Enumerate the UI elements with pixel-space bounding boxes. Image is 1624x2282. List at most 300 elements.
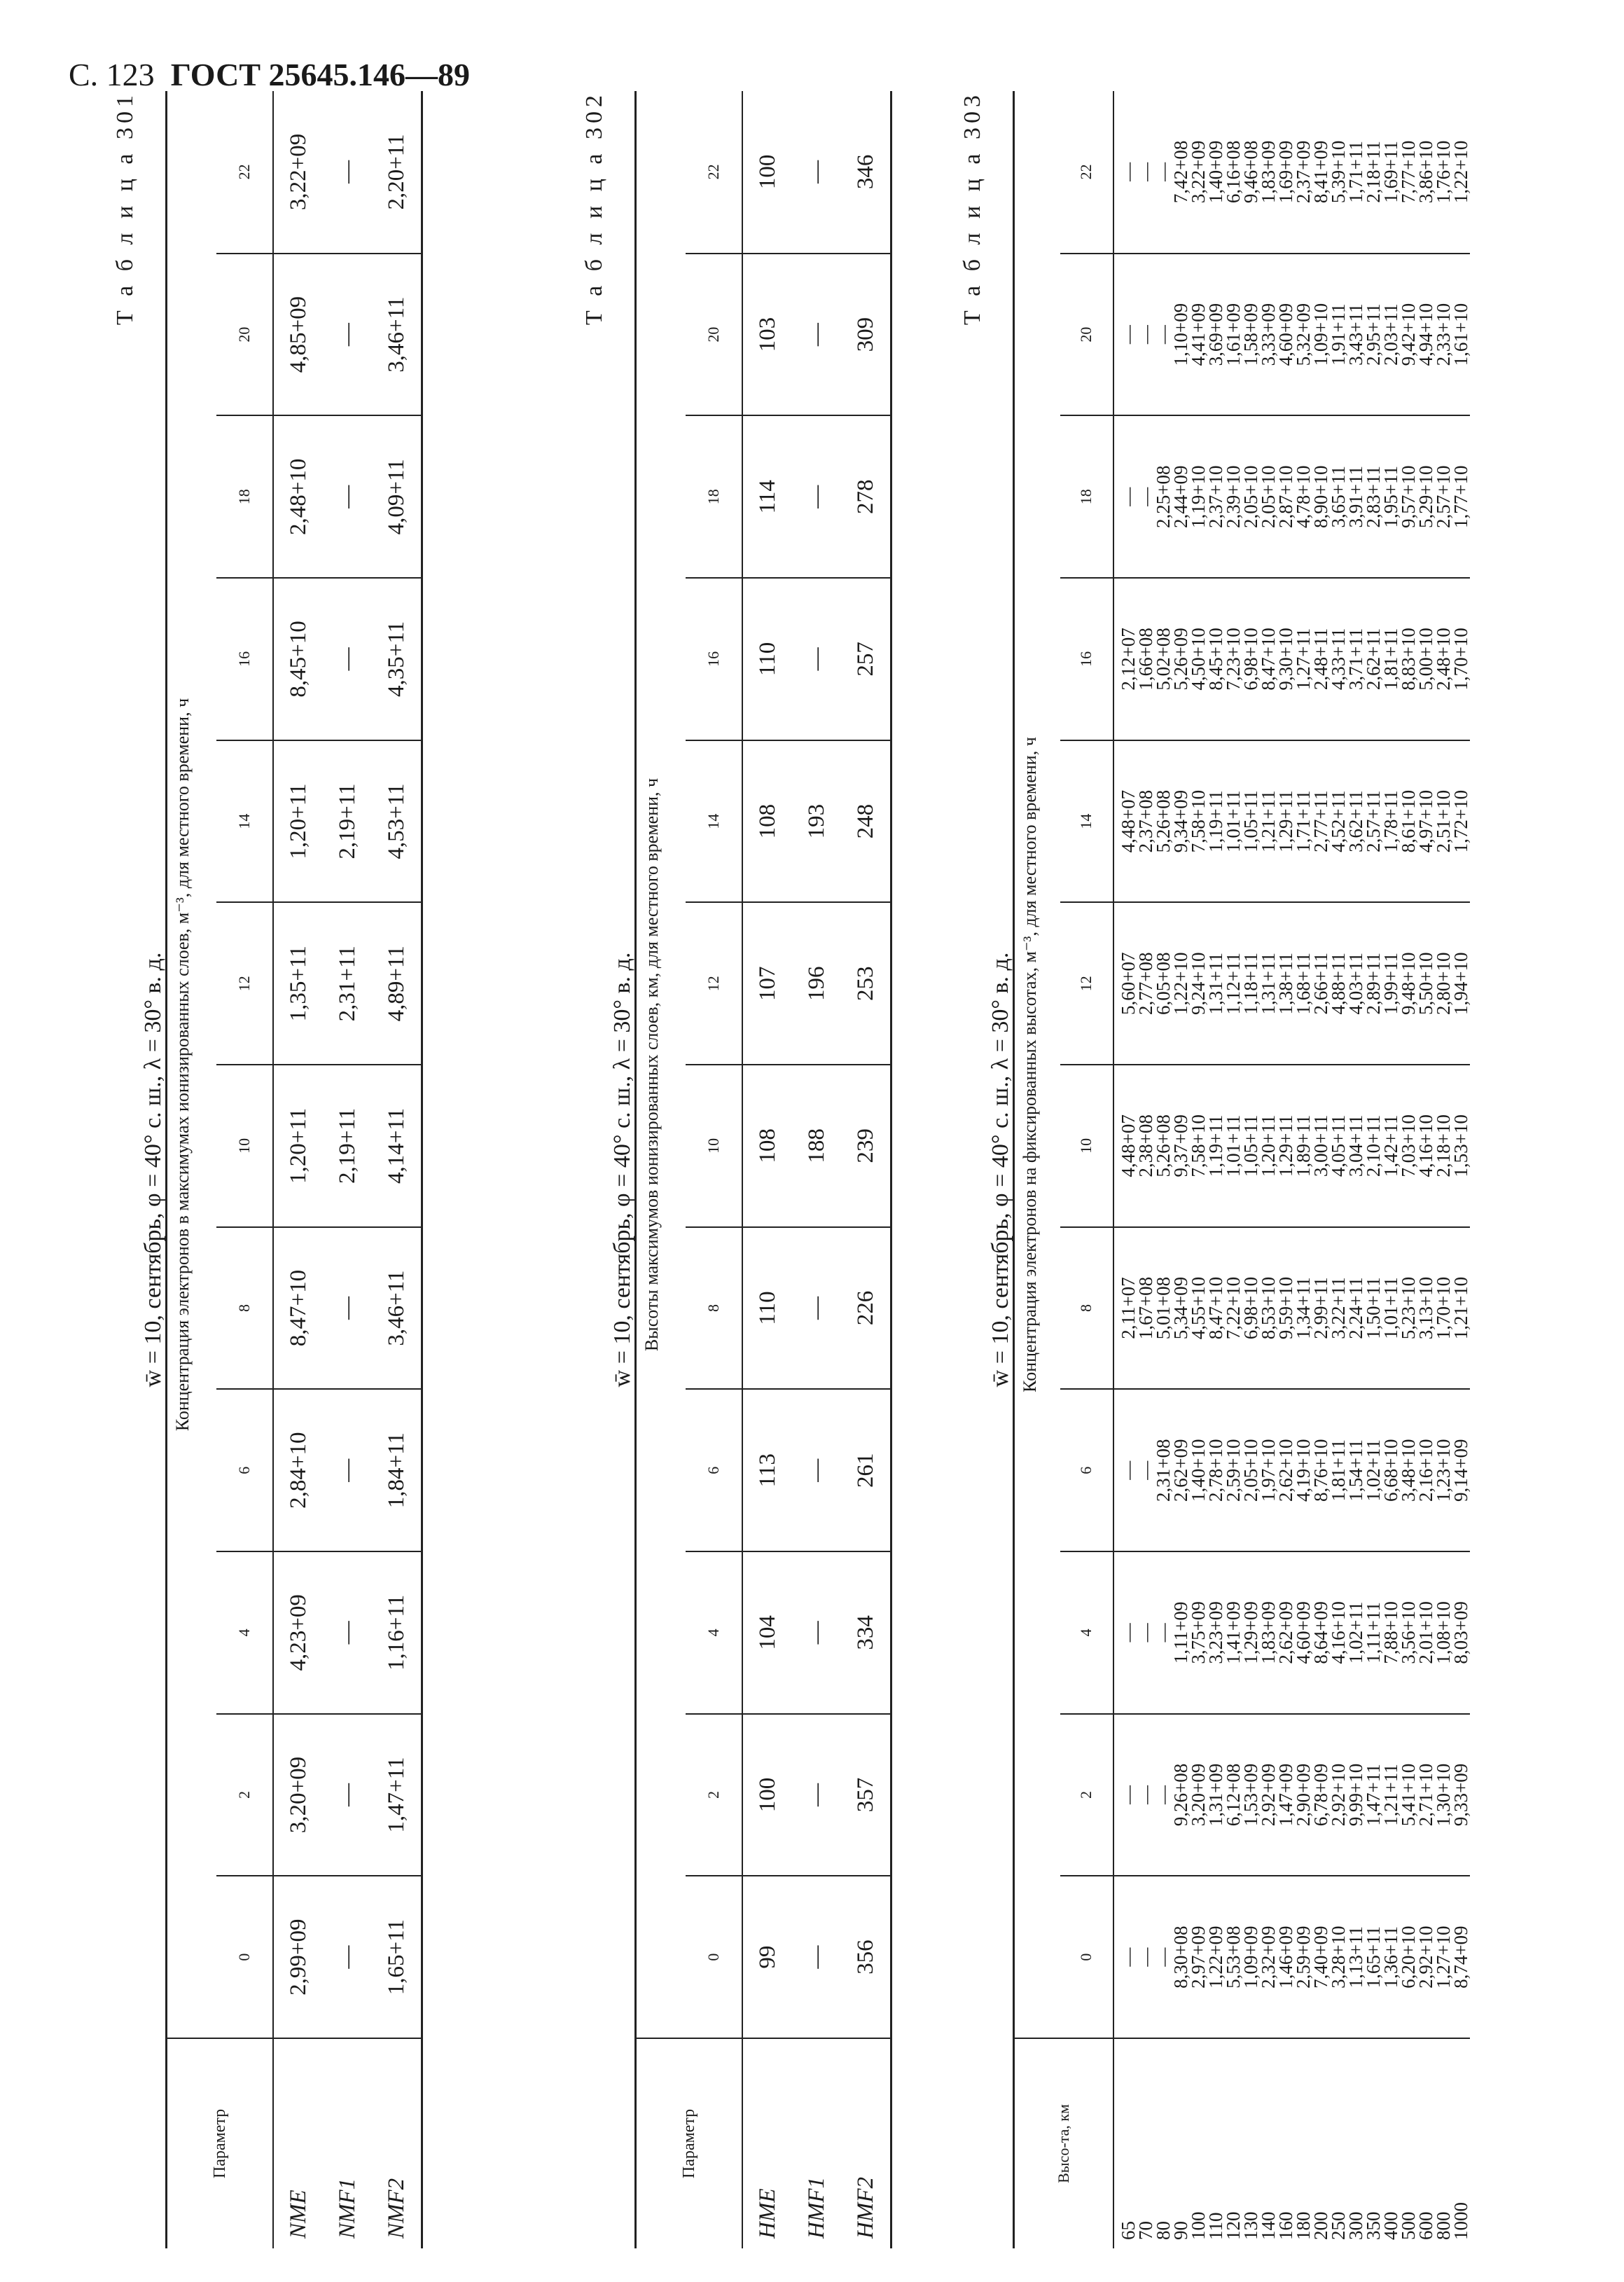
hour-header: 6 <box>686 1389 742 1551</box>
table-cell: 1,01+11 <box>1223 790 1244 852</box>
table-cell: 1,53+10 <box>1450 1114 1471 1177</box>
table-cell: 7,77+10 <box>1398 140 1419 204</box>
table-cell: 2,87+10 <box>1275 465 1296 529</box>
param-name: NMF1 <box>334 2178 360 2239</box>
table-cell: 3,23+09 <box>1205 1601 1226 1664</box>
table-cell: — <box>792 1876 841 2038</box>
table-cell: — <box>1135 1785 1156 1805</box>
hour-header: 0 <box>216 1876 273 2038</box>
table-cell: 1,61+10 <box>1450 303 1471 366</box>
table-cell: 1,70+10 <box>1450 628 1471 691</box>
table-cell: 1,65+11 <box>1363 1925 1384 1989</box>
table-cell: 1,69+11 <box>1380 141 1401 203</box>
table-cell: 8,47+10 <box>1258 628 1279 691</box>
table-cell: 1,67+08 <box>1135 1276 1156 1340</box>
height-value: 100 <box>1188 2211 1209 2240</box>
page-header <box>69 56 470 93</box>
table-cell: 1,09+10 <box>1310 303 1331 366</box>
table-cell: 1,50+11 <box>1363 1277 1384 1339</box>
table-cell: 1,36+11 <box>1380 1925 1401 1989</box>
table-cell: 2,97+09 <box>1188 1925 1209 1989</box>
table-303-subtitle: Концентрация электронов на фиксированных высотах, м⁻³, для местного времени, ч <box>1020 737 1040 1392</box>
table-cell: 2,33+10 <box>1433 303 1454 366</box>
table-cell: 1,34+11 <box>1293 1277 1314 1339</box>
table-cell: 6,78+09 <box>1310 1763 1331 1827</box>
table-cell: 3,46+11 <box>372 254 422 416</box>
table-cell: — <box>792 415 841 578</box>
table-cell: 1,29+11 <box>1275 790 1296 852</box>
table-cell: 1,31+11 <box>1205 953 1226 1015</box>
table-301-title: w̄ = 10, сентябрь, φ = 40° с. ш., λ = 30° в. д. <box>140 952 166 1388</box>
table-cell: 8,45+10 <box>273 578 323 740</box>
table-cell: 1,71+11 <box>1293 790 1314 852</box>
table-cell: 8,30+08 <box>1170 1925 1191 1989</box>
height-value: 140 <box>1258 2211 1279 2240</box>
table-cell: 5,60+07 <box>1118 952 1139 1015</box>
table-cell: 2,20+11 <box>372 91 422 254</box>
param-header: Параметр <box>167 2038 274 2248</box>
table-cell: 9,42+10 <box>1398 303 1419 366</box>
table-cell: 1,02+11 <box>1363 1439 1384 1502</box>
table-cell: 2,25+08 <box>1153 465 1174 529</box>
table-cell: 1,76+10 <box>1433 140 1454 204</box>
table-cell: 1,20+11 <box>1258 1114 1279 1177</box>
table-cell: 2,48+10 <box>1433 628 1454 691</box>
table-cell: 3,71+11 <box>1345 628 1366 691</box>
param-name: NME <box>285 2190 311 2239</box>
table-cell: 5,34+09 <box>1170 1276 1191 1340</box>
table-cell: 2,99+09 <box>273 1876 323 2038</box>
height-value: 400 <box>1380 2211 1401 2240</box>
table-cell: 2,80+10 <box>1433 952 1454 1015</box>
table-cell: 1,94+10 <box>1450 952 1471 1015</box>
table-cell: 5,00+10 <box>1415 628 1436 691</box>
table-cell: 9,34+09 <box>1170 789 1191 853</box>
table-cell: 9,99+10 <box>1345 1763 1366 1827</box>
table-cell: 2,84+10 <box>273 1389 323 1551</box>
height-value: 65 <box>1118 2221 1139 2240</box>
table-cell: — <box>1153 1785 1174 1805</box>
table-cell: 1,29+09 <box>1240 1601 1261 1664</box>
table-cell: 2,31+11 <box>323 902 372 1065</box>
hour-header: 4 <box>216 1551 273 1714</box>
table-cell: 6,20+10 <box>1398 1925 1419 1989</box>
hour-header: 18 <box>686 415 742 578</box>
param-name: NMF2 <box>383 2178 409 2239</box>
table-cell: 4,48+07 <box>1118 789 1139 853</box>
table-cell: 1,35+11 <box>273 902 323 1065</box>
height-value: 200 <box>1310 2211 1331 2240</box>
table-cell: 6,98+10 <box>1240 628 1261 691</box>
table-cell: 4,48+07 <box>1118 1114 1139 1177</box>
value-column <box>1113 1876 1470 2038</box>
table-cell: 1,81+11 <box>1380 628 1401 691</box>
table-cell: 334 <box>841 1551 891 1714</box>
table-cell: 5,23+10 <box>1398 1276 1419 1340</box>
table-cell: 1,27+10 <box>1433 1925 1454 1989</box>
value-column <box>1113 1714 1470 1876</box>
table-cell: 1,16+11 <box>372 1551 422 1714</box>
param-name: HME <box>754 2188 780 2239</box>
table-cell: 110 <box>742 1227 792 1390</box>
hour-header: 22 <box>1060 91 1113 254</box>
height-value: 500 <box>1398 2211 1419 2240</box>
table-cell: — <box>792 578 841 740</box>
table-cell: 2,99+11 <box>1310 1277 1331 1339</box>
table-cell: 1,21+11 <box>1258 790 1279 852</box>
table-cell: 2,01+10 <box>1415 1601 1436 1664</box>
hour-header: 14 <box>686 740 742 903</box>
table-cell: 8,45+10 <box>1205 628 1226 691</box>
hour-header: 14 <box>216 740 273 903</box>
height-value: 800 <box>1433 2211 1454 2240</box>
table-cell: 1,10+09 <box>1170 303 1191 366</box>
height-header: Высо-та, км <box>1014 2038 1114 2248</box>
table-cell: 2,62+10 <box>1275 1439 1296 1502</box>
table-cell: 2,89+11 <box>1363 953 1384 1015</box>
height-value: 350 <box>1363 2211 1384 2240</box>
table-cell: 3,91+11 <box>1345 466 1366 528</box>
table-cell: 2,66+11 <box>1310 953 1331 1015</box>
table-cell: 1,47+11 <box>1363 1764 1384 1826</box>
table-cell: 7,58+10 <box>1188 1114 1209 1177</box>
table-cell: 8,61+10 <box>1398 789 1419 853</box>
height-value: 120 <box>1223 2211 1244 2240</box>
table-cell: 9,14+09 <box>1450 1439 1471 1502</box>
table-cell: 1,53+09 <box>1240 1763 1261 1827</box>
table-cell: 2,05+10 <box>1240 465 1261 529</box>
table-cell: 2,90+09 <box>1293 1763 1314 1827</box>
hour-header: 4 <box>686 1551 742 1714</box>
table-cell: 226 <box>841 1227 891 1390</box>
table-cell: — <box>1118 487 1139 506</box>
height-value: 110 <box>1205 2212 1226 2240</box>
table-cell: 4,60+09 <box>1275 303 1296 366</box>
table-301-label: Т а б л и ц а 301 <box>112 91 138 326</box>
table-cell: 8,64+09 <box>1310 1601 1331 1664</box>
table-cell: 1,22+10 <box>1170 952 1191 1015</box>
table-cell: — <box>1135 1623 1156 1643</box>
table-cell: 1,38+11 <box>1275 953 1296 1015</box>
table-cell: 9,46+08 <box>1240 140 1261 204</box>
table-cell: — <box>1118 162 1139 181</box>
table-cell: 5,26+08 <box>1153 1114 1174 1177</box>
table-cell: 1,21+11 <box>1380 1764 1401 1826</box>
table-cell: 4,16+10 <box>1415 1114 1436 1177</box>
table-cell: 2,39+10 <box>1223 465 1244 529</box>
table-cell: 2,32+09 <box>1258 1925 1279 1989</box>
table-cell: 4,97+10 <box>1415 789 1436 853</box>
height-value: 300 <box>1345 2211 1366 2240</box>
table-cell: 309 <box>841 254 891 416</box>
table-cell: 2,37+09 <box>1293 140 1314 204</box>
hour-header: 22 <box>216 91 273 254</box>
table-cell: 3,48+10 <box>1398 1439 1419 1502</box>
table-cell: 2,92+10 <box>1328 1763 1349 1827</box>
table-cell: 356 <box>841 1876 891 2038</box>
hour-header: 16 <box>686 578 742 740</box>
table-cell: 2,03+11 <box>1380 303 1401 366</box>
table-cell: — <box>792 1227 841 1390</box>
table-301 <box>165 91 423 2248</box>
table-cell: 4,41+09 <box>1188 303 1209 366</box>
table-cell: 1,47+09 <box>1275 1763 1296 1827</box>
table-cell: 1,21+10 <box>1450 1276 1471 1340</box>
table-cell: 1,20+11 <box>273 740 323 903</box>
table-cell: 2,77+08 <box>1135 952 1156 1015</box>
hour-header: 20 <box>686 254 742 416</box>
table-cell: 1,12+11 <box>1223 953 1244 1015</box>
table-cell: 2,62+11 <box>1363 628 1384 691</box>
table-cell: 248 <box>841 740 891 903</box>
table-cell: 5,53+08 <box>1223 1925 1244 1989</box>
hour-header: 2 <box>216 1714 273 1876</box>
table-cell: 1,68+11 <box>1293 953 1314 1015</box>
table-cell: 4,05+11 <box>1328 1114 1349 1177</box>
hour-header: 16 <box>216 578 273 740</box>
table-cell: — <box>1153 162 1174 181</box>
hour-header: 18 <box>1060 415 1113 578</box>
param-name: HMF1 <box>803 2177 829 2239</box>
table-cell: 1,47+11 <box>372 1714 422 1876</box>
table-cell: 8,41+09 <box>1310 140 1331 204</box>
table-cell: 2,51+10 <box>1433 789 1454 853</box>
table-cell: 1,81+11 <box>1328 1439 1349 1502</box>
table-cell: 4,78+10 <box>1293 465 1314 529</box>
height-value: 250 <box>1328 2211 1349 2240</box>
table-302-subtitle: Высоты максимумов ионизированных слоев, км, для местного времени, ч <box>641 777 662 1352</box>
table-cell: 257 <box>841 578 891 740</box>
table-cell: 1,19+10 <box>1188 465 1209 529</box>
table-cell: 3,62+11 <box>1345 790 1366 852</box>
value-column <box>1113 578 1470 740</box>
value-column <box>1113 1227 1470 1390</box>
table-cell: 2,77+11 <box>1310 790 1331 852</box>
table-cell: 1,02+11 <box>1345 1601 1366 1664</box>
table-cell: 2,16+10 <box>1415 1439 1436 1502</box>
table-cell: 1,22+09 <box>1205 1925 1226 1989</box>
table-cell: 2,59+10 <box>1223 1439 1244 1502</box>
table-cell: 253 <box>841 902 891 1065</box>
table-cell: 5,29+10 <box>1415 465 1436 529</box>
table-row <box>372 91 422 2248</box>
table-cell: 2,48+10 <box>273 415 323 578</box>
height-value: 1000 <box>1450 2202 1471 2240</box>
table-cell: 4,16+10 <box>1328 1601 1349 1664</box>
table-row <box>841 91 891 2248</box>
table-cell: 1,27+11 <box>1293 628 1314 691</box>
table-cell: 3,22+09 <box>1188 140 1209 204</box>
table-cell: 2,11+07 <box>1118 1277 1139 1339</box>
table-cell: 1,22+10 <box>1450 140 1471 204</box>
table-cell: — <box>323 578 372 740</box>
table-cell: 5,26+09 <box>1170 628 1191 691</box>
table-cell: 2,19+11 <box>323 1065 372 1227</box>
table-cell: 9,30+10 <box>1275 628 1296 691</box>
table-cell: 4,53+11 <box>372 740 422 903</box>
table-cell: 1,31+11 <box>1258 953 1279 1015</box>
table-cell: 3,22+09 <box>273 91 323 254</box>
table-cell: — <box>1118 325 1139 345</box>
table-cell: — <box>1135 1460 1156 1480</box>
table-cell: 100 <box>742 91 792 254</box>
table-cell: 193 <box>792 740 841 903</box>
table-cell: 9,37+09 <box>1170 1114 1191 1177</box>
table-cell: 2,37+10 <box>1205 465 1226 529</box>
table-cell: 1,08+10 <box>1433 1601 1454 1664</box>
table-cell: 196 <box>792 902 841 1065</box>
table-cell: 1,99+11 <box>1380 953 1401 1015</box>
table-cell: 8,03+09 <box>1450 1601 1471 1664</box>
table-303-title: w̄ = 10, сентябрь, φ = 40° с. ш., λ = 30° в. д. <box>987 952 1013 1388</box>
table-cell: 3,13+10 <box>1415 1276 1436 1340</box>
table-cell: 2,92+10 <box>1415 1925 1436 1989</box>
table-cell: 1,05+11 <box>1240 1114 1261 1177</box>
table-cell: 1,31+09 <box>1205 1763 1226 1827</box>
table-cell: 239 <box>841 1065 891 1227</box>
table-cell: 7,23+10 <box>1223 628 1244 691</box>
table-cell: — <box>323 91 372 254</box>
table-cell: 1,71+11 <box>1345 141 1366 203</box>
table-cell: — <box>792 1389 841 1551</box>
table-cell: 107 <box>742 902 792 1065</box>
height-value: 80 <box>1153 2221 1174 2240</box>
table-cell: 8,90+10 <box>1310 465 1331 529</box>
hour-header: 10 <box>1060 1065 1113 1227</box>
table-cell: 1,97+10 <box>1258 1439 1279 1502</box>
table-cell: 2,78+10 <box>1205 1439 1226 1502</box>
table-cell: — <box>1118 1785 1139 1805</box>
hour-header: 6 <box>216 1389 273 1551</box>
table-cell: — <box>1135 1947 1156 1967</box>
hour-header: 16 <box>1060 578 1113 740</box>
table-cell: 9,33+09 <box>1450 1763 1471 1827</box>
hour-header: 8 <box>686 1227 742 1390</box>
table-cell: 2,18+10 <box>1433 1114 1454 1177</box>
table-cell: 1,13+11 <box>1345 1925 1366 1989</box>
table-302-label: Т а б л и ц а 302 <box>581 91 607 326</box>
table-cell: 3,20+09 <box>1188 1763 1209 1827</box>
table-cell: 1,69+09 <box>1275 140 1296 204</box>
table-cell: 1,95+11 <box>1380 466 1401 528</box>
table-cell: 5,41+10 <box>1398 1763 1419 1827</box>
hour-header: 12 <box>216 902 273 1065</box>
table-cell: 1,09+09 <box>1240 1925 1261 1989</box>
table-cell: 4,94+10 <box>1415 303 1436 366</box>
table-cell: 1,65+11 <box>372 1876 422 2038</box>
table-cell: 5,02+08 <box>1153 628 1174 691</box>
table-cell: 1,05+11 <box>1240 790 1261 852</box>
value-column <box>1113 254 1470 416</box>
table-cell: 1,89+11 <box>1293 1114 1314 1177</box>
table-cell: 4,85+09 <box>273 254 323 416</box>
hour-header: 4 <box>1060 1551 1113 1714</box>
table-cell: 2,48+11 <box>1310 628 1331 691</box>
table-cell: 8,76+10 <box>1310 1439 1331 1502</box>
table-cell: 3,20+09 <box>273 1714 323 1876</box>
page-number: С. 123 <box>69 57 155 92</box>
table-cell: 1,18+11 <box>1240 953 1261 1015</box>
table-cell: 108 <box>742 1065 792 1227</box>
table-cell: — <box>1118 1460 1139 1480</box>
table-cell: 7,03+10 <box>1398 1114 1419 1177</box>
table-cell: 3,86+10 <box>1415 140 1436 204</box>
table-cell: 7,42+08 <box>1170 140 1191 204</box>
table-cell: 1,40+10 <box>1188 1439 1209 1502</box>
table-cell: 3,04+11 <box>1345 1114 1366 1177</box>
table-cell: 2,10+11 <box>1363 1114 1384 1177</box>
value-column <box>1113 1551 1470 1714</box>
table-cell: 1,91+11 <box>1328 303 1349 366</box>
height-column <box>1113 2038 1470 2248</box>
table-cell: 2,44+09 <box>1170 465 1191 529</box>
table-cell: — <box>323 1876 372 2038</box>
table-cell: 8,53+10 <box>1258 1276 1279 1340</box>
height-value: 160 <box>1275 2211 1296 2240</box>
table-cell: 110 <box>742 578 792 740</box>
table-cell: 5,39+10 <box>1328 140 1349 204</box>
value-column <box>1113 740 1470 903</box>
table-cell: 4,03+11 <box>1345 953 1366 1015</box>
hour-header: 0 <box>1060 1876 1113 2038</box>
table-cell: 1,30+10 <box>1433 1763 1454 1827</box>
table-cell: 4,50+10 <box>1188 628 1209 691</box>
hour-header: 2 <box>1060 1714 1113 1876</box>
table-cell: 113 <box>742 1389 792 1551</box>
table-cell: — <box>792 91 841 254</box>
table-cell: 2,71+10 <box>1415 1763 1436 1827</box>
table-cell: 1,58+09 <box>1240 303 1261 366</box>
table-cell: 4,19+10 <box>1293 1439 1314 1502</box>
table-cell: 1,23+10 <box>1433 1439 1454 1502</box>
table-cell: 4,60+09 <box>1293 1601 1314 1664</box>
table-cell: — <box>792 1551 841 1714</box>
table-cell: 1,19+11 <box>1205 790 1226 852</box>
table-cell: 1,61+09 <box>1223 303 1244 366</box>
param-name: HMF2 <box>852 2177 878 2239</box>
table-cell: 99 <box>742 1876 792 2038</box>
value-column <box>1113 1065 1470 1227</box>
table-cell: 357 <box>841 1714 891 1876</box>
table-cell: 2,95+11 <box>1363 303 1384 366</box>
table-cell: 3,22+11 <box>1328 1277 1349 1339</box>
table-cell: — <box>1135 162 1156 181</box>
value-column <box>1113 415 1470 578</box>
table-row <box>323 91 372 2248</box>
table-cell: 2,05+10 <box>1240 1439 1261 1502</box>
table-cell: 9,24+10 <box>1188 952 1209 1015</box>
table-cell: 2,37+08 <box>1135 789 1156 853</box>
table-cell: 7,88+10 <box>1380 1601 1401 1664</box>
table-cell: — <box>792 1714 841 1876</box>
table-cell: 3,75+09 <box>1188 1601 1209 1664</box>
table-cell: 2,31+08 <box>1153 1439 1174 1502</box>
table-cell: 103 <box>742 254 792 416</box>
table-cell: 108 <box>742 740 792 903</box>
table-cell: 9,26+08 <box>1170 1763 1191 1827</box>
table-cell: 3,43+11 <box>1345 303 1366 366</box>
table-cell: 4,23+09 <box>273 1551 323 1714</box>
table-cell: 1,77+10 <box>1450 465 1471 529</box>
table-cell: 1,70+10 <box>1433 1276 1454 1340</box>
table-cell: 6,12+08 <box>1223 1763 1244 1827</box>
hour-header: 20 <box>1060 254 1113 416</box>
table-cell: — <box>1118 1623 1139 1643</box>
table-cell: — <box>1153 325 1174 345</box>
table-cell: 1,72+10 <box>1450 789 1471 853</box>
table-cell: 8,83+10 <box>1398 628 1419 691</box>
table-303-label: Т а б л и ц а 303 <box>959 91 985 326</box>
